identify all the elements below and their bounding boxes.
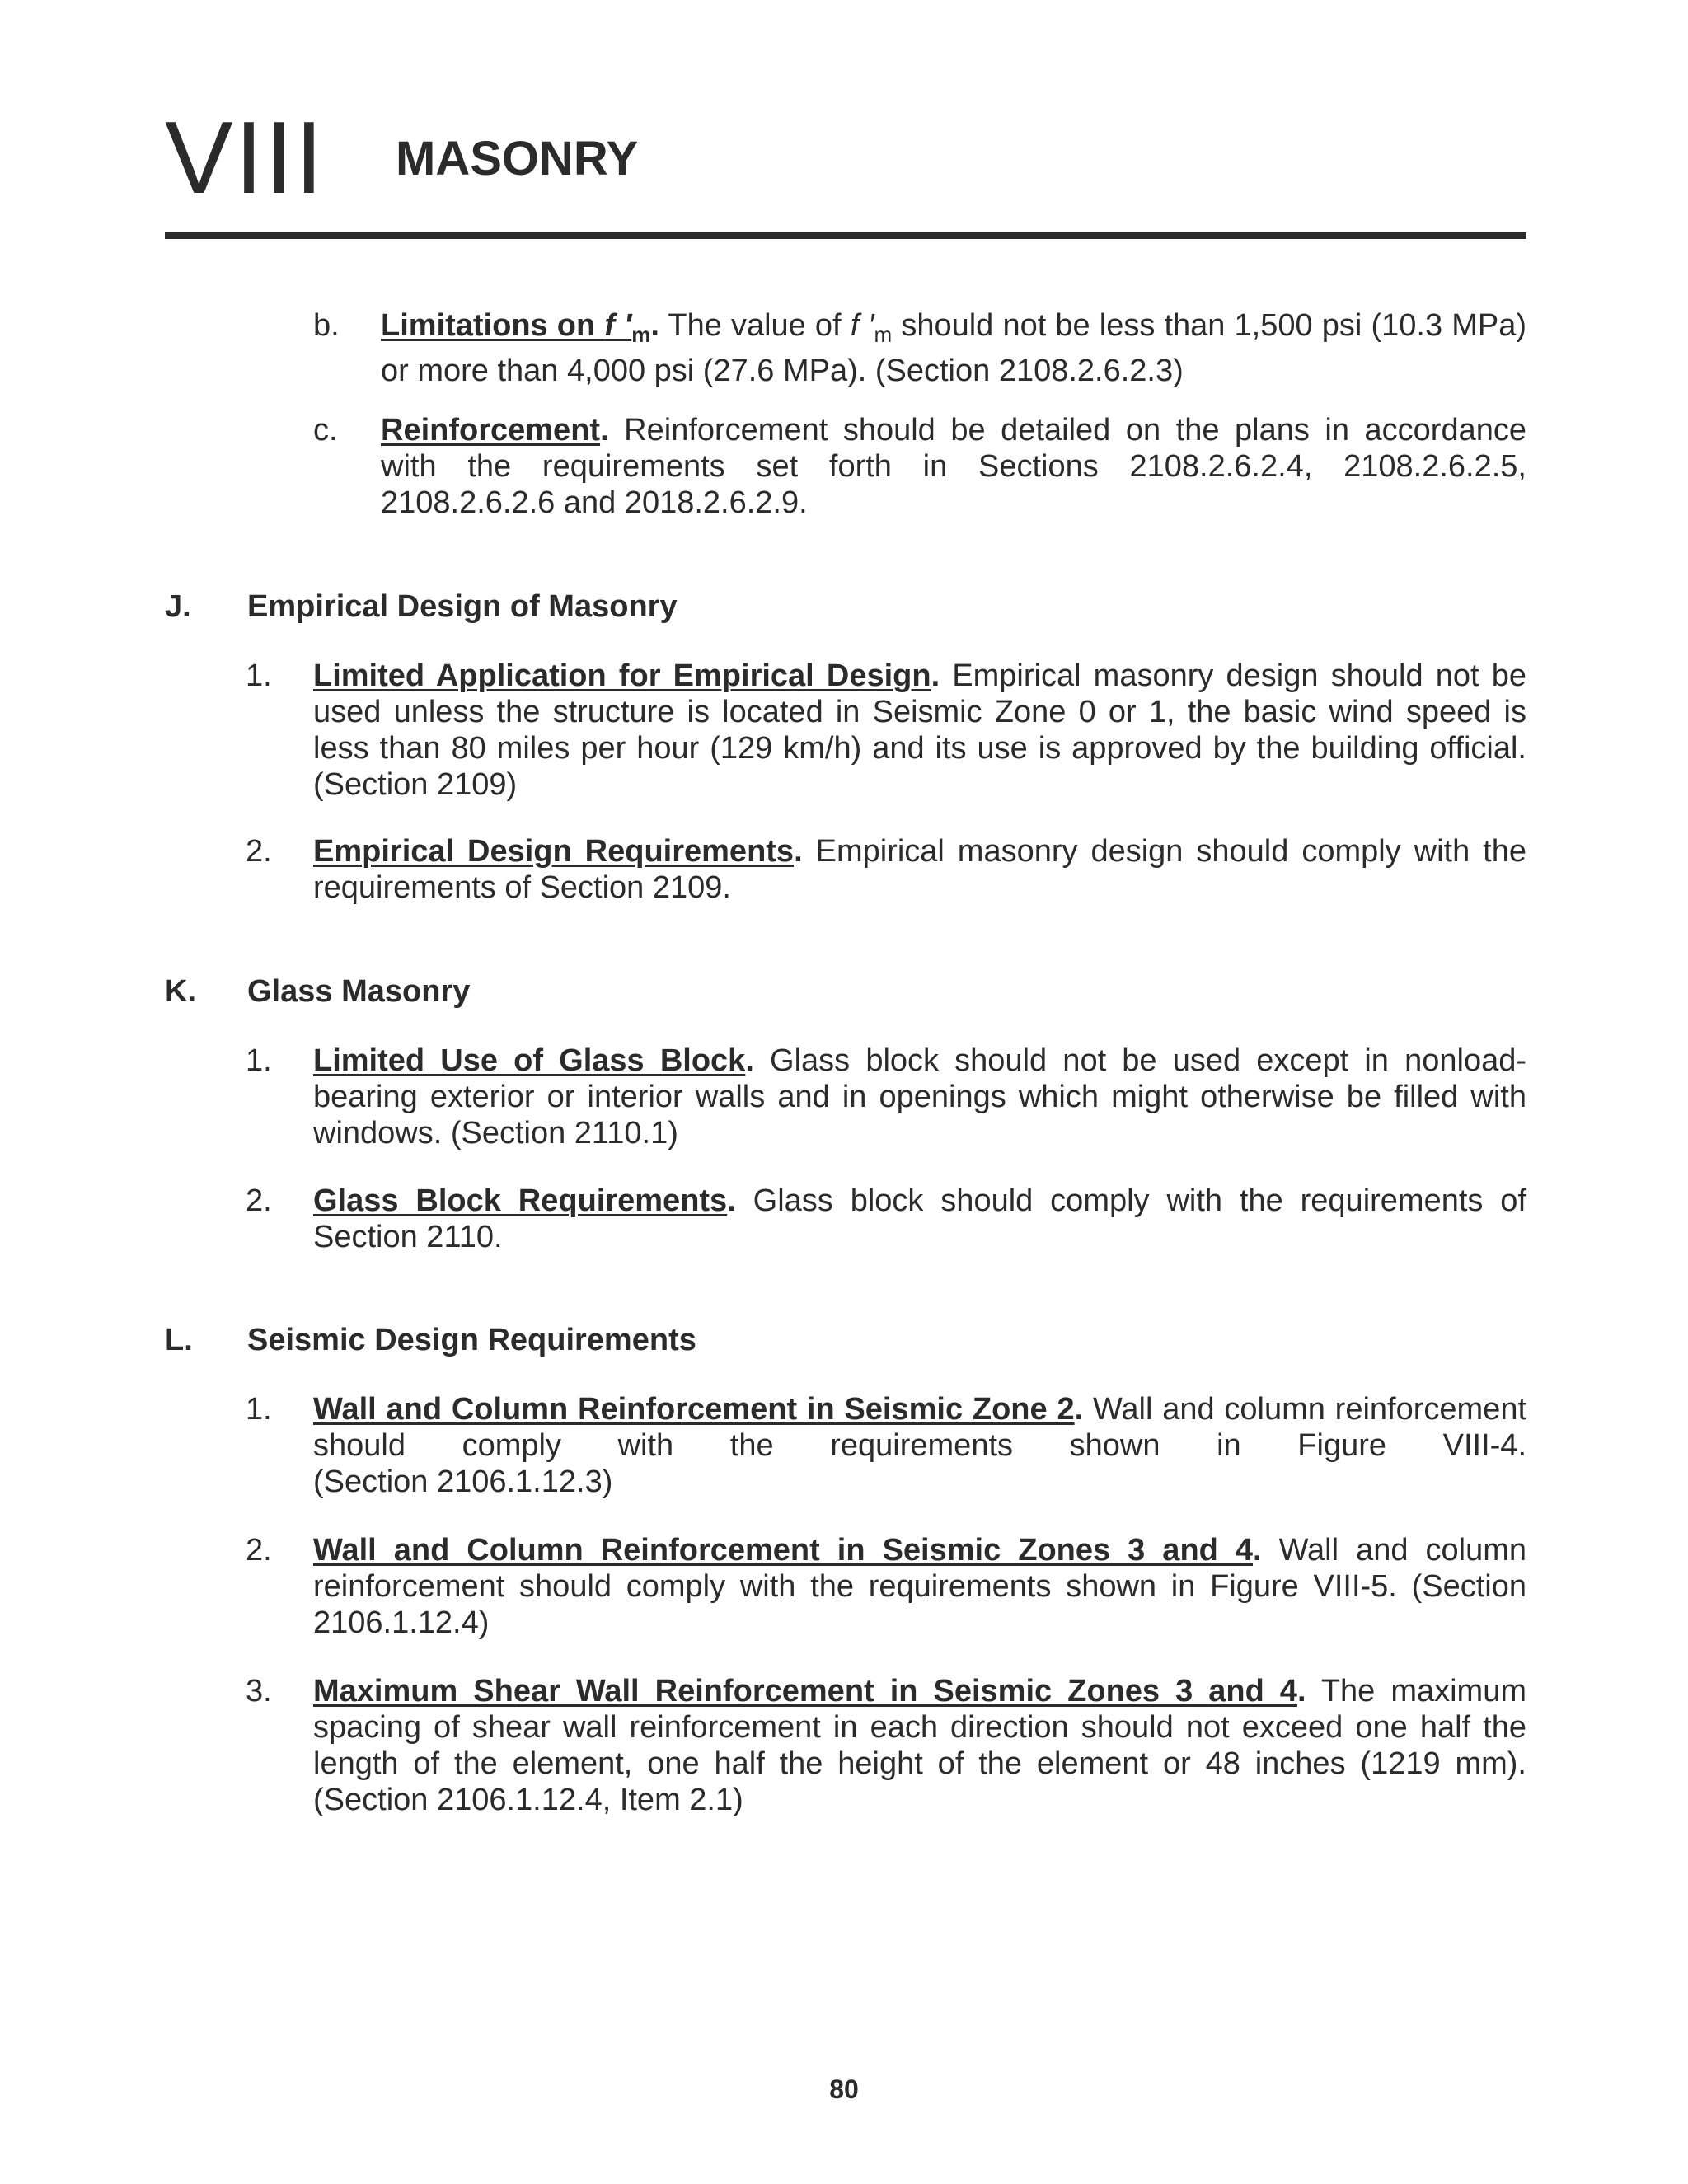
- list-item: Wall and Column Reinforcement in Seismic Zones 3 and 4. Wall and column reinforcement should comply with the requirements shown in Figure VIII-5. (Section 2106.1.12.4): [313, 1533, 1526, 1640]
- item-heading: Reinforcement: [381, 413, 601, 448]
- item-heading: Maximum Shear Wall Reinforcement in Seismic Zones 3 and 4: [313, 1674, 1297, 1708]
- item-marker: 2.: [246, 1533, 272, 1568]
- list-item: Limited Use of Glass Block. Glass block should not be used except in nonload-bearing exterior or interior walls and in openings which might otherwise be filled with windows. (Section 2110.1): [313, 1043, 1526, 1151]
- item-c-paragraph: Reinforcement. Reinforcement should be detailed on the plans in accordance with the requirements set forth in Sections 2108.2.6.2.4, 2108.2.6.2.5, 2108.2.6.2.6 and 2018.2.6.2.9.: [381, 413, 1526, 520]
- item-marker: b.: [313, 308, 340, 343]
- chapter-number: VIII: [165, 101, 326, 215]
- item-marker: 1.: [246, 1392, 272, 1427]
- item-heading: Empirical Design Requirements: [313, 834, 795, 869]
- item-marker: 1.: [246, 1043, 272, 1078]
- chapter-header: [165, 101, 1526, 239]
- item-marker: 1.: [246, 658, 272, 693]
- list-item: Empirical Design Requirements. Empirical masonry design should comply with the requirements of Section 2109.: [313, 834, 1526, 905]
- header-rule: [165, 232, 1526, 239]
- section-letter: J.: [165, 589, 191, 624]
- item-heading: Wall and Column Reinforcement in Seismic Zone 2: [313, 1392, 1075, 1427]
- section-letter: L.: [165, 1323, 193, 1357]
- item-heading: Wall and Column Reinforcement in Seismic Zones 3 and 4: [313, 1533, 1254, 1568]
- section-title: Seismic Design Requirements: [247, 1323, 696, 1357]
- page-number: 80: [829, 2074, 859, 2104]
- item-heading: Limited Use of Glass Block: [313, 1043, 746, 1078]
- list-item: Glass Block Requirements. Glass block should comply with the requirements of Section 2110.: [313, 1183, 1526, 1254]
- item-heading: Limitations on f $'_m$: [381, 308, 651, 347]
- item-b-paragraph: Limitations on f $'_m$. The value of f $'_m$ should not be less than 1,500 psi (10.3 MPa) or more than 4,000 psi (27.6 MPa). (Section 2108.2.6.2.3): [381, 308, 1526, 388]
- section-letter: K.: [165, 974, 196, 1009]
- item-heading: Glass Block Requirements: [313, 1183, 728, 1218]
- list-item: Limited Application for Empirical Design. Empirical masonry design should not be used unless the structure is located in Seismic Zone 0 or 1, the basic wind speed is less than 80 miles per hour (129 km/h) and its use is approved by the building official. (Section 2109): [313, 658, 1526, 802]
- item-marker: 3.: [246, 1674, 272, 1708]
- item-marker: 2.: [246, 834, 272, 869]
- section-title: Empirical Design of Masonry: [247, 589, 678, 624]
- list-item: Wall and Column Reinforcement in Seismic Zone 2. Wall and column reinforcement should comply with the requirements shown in Figure VIII-4. (Section 2106.1.12.3): [313, 1392, 1527, 1499]
- list-item: Maximum Shear Wall Reinforcement in Seismic Zones 3 and 4. The maximum spacing of shear wall reinforcement in each direction should not exceed one half the length of the element, one half the height of the element or 48 inches (1219 mm). (Section 2106.1.12.4, Item 2.1): [313, 1674, 1526, 1817]
- item-marker: c.: [313, 413, 338, 448]
- item-marker: 2.: [246, 1183, 272, 1218]
- chapter-title: MASONRY: [396, 132, 639, 185]
- fm-symbol: f ′: [850, 308, 874, 343]
- section-title: Glass Masonry: [247, 974, 471, 1009]
- item-heading: Limited Application for Empirical Design: [313, 658, 931, 693]
